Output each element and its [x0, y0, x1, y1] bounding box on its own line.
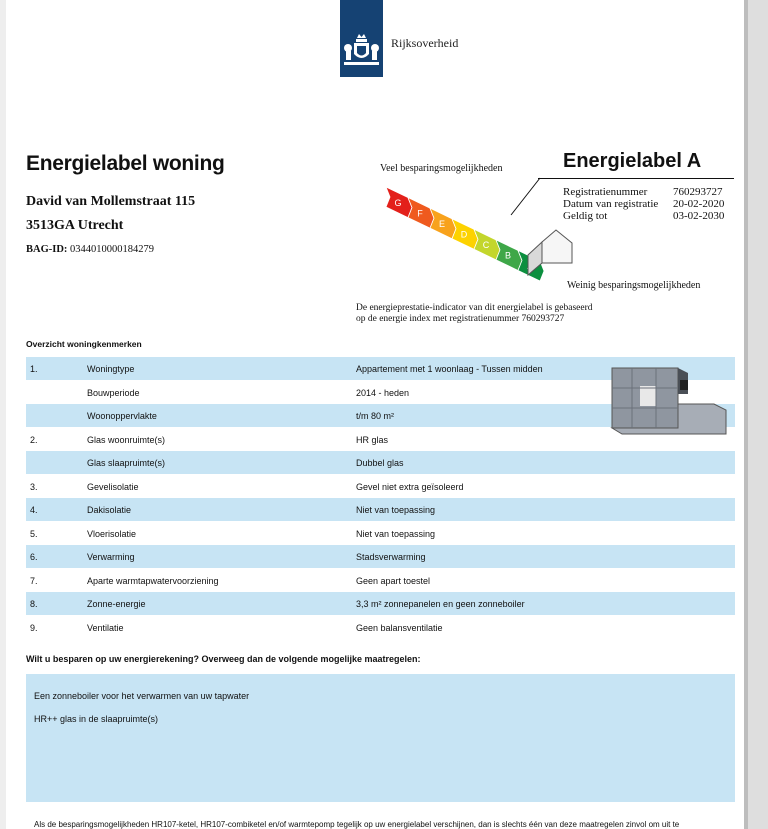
row-value: HR glas — [356, 434, 389, 445]
valid-until-label: Geldig tot — [563, 210, 608, 222]
indicator-note — [356, 303, 656, 325]
viewer-left-margin — [0, 0, 6, 829]
row-number: 7. — [30, 575, 38, 586]
row-label: Bouwperiode — [87, 387, 140, 398]
footer-note: Als de besparingsmogelijkheden HR107-ketel, HR107-combiketel en/of warmtepomp tegelijk op uw energielabel verschijnen, dan is slechts één van deze maatregelen zinvol om uit te — [34, 820, 680, 829]
reg-date-label: Datum van registratie — [563, 198, 659, 210]
table-row — [26, 498, 735, 521]
measure-item: Een zonneboiler voor het verwarmen van uw tapwater — [34, 691, 250, 701]
scale-top-note: Veel besparingsmogelijkheden — [380, 163, 503, 174]
scale-letter: E — [438, 218, 446, 229]
section-title: Overzicht woningkenmerken — [26, 339, 142, 349]
row-number: 2. — [30, 434, 38, 445]
table-row — [26, 522, 735, 545]
reg-number-label: Registratienummer — [563, 186, 648, 198]
row-label: Zonne-energie — [87, 599, 146, 609]
indicator-line-2: op de energie index met registratienummer 760293727 — [356, 314, 565, 324]
row-label: Woningtype — [87, 364, 135, 374]
house-illustration — [610, 366, 730, 438]
row-number: 9. — [30, 622, 38, 633]
measure-item: HR++ glas in de slaapruimte(s) — [34, 714, 159, 724]
row-value: Stadsverwarming — [356, 552, 426, 562]
viewer-right-margin — [748, 0, 768, 829]
row-value: Gevel niet extra geïsoleerd — [356, 481, 464, 492]
row-value: Geen apart toestel — [356, 575, 431, 586]
valid-until-value: 03-02-2030 — [673, 210, 725, 222]
row-label: Aparte warmtapwatervoorziening — [87, 575, 219, 586]
row-value: Niet van toepassing — [356, 528, 436, 539]
bag-id-label: BAG-ID: — [26, 244, 68, 255]
row-label: Woonoppervlakte — [87, 411, 157, 421]
reg-date-value: 20-02-2020 — [673, 198, 725, 210]
reg-number-value: 760293727 — [673, 186, 723, 198]
row-label: Glas slaapruimte(s) — [87, 458, 166, 468]
scale-letter: G — [394, 197, 402, 208]
row-number: 4. — [30, 505, 38, 515]
energy-label-scale — [378, 175, 588, 285]
row-value: 2014 - heden — [356, 387, 410, 398]
page-title: Energielabel woning — [26, 152, 225, 175]
energy-label-title: Energielabel A — [563, 150, 702, 172]
row-value: t/m 80 m² — [356, 411, 395, 421]
row-value: Dubbel glas — [356, 458, 404, 468]
scale-letter: F — [417, 208, 423, 219]
measures-box — [26, 674, 735, 802]
row-label: Vloerisolatie — [87, 528, 137, 539]
row-number: 1. — [30, 364, 38, 374]
row-label: Dakisolatie — [87, 505, 132, 515]
rijksoverheid-logo — [340, 0, 383, 77]
row-value: 3,3 m² zonnepanelen en geen zonneboiler — [356, 599, 525, 609]
table-row — [26, 475, 735, 498]
label-divider — [538, 178, 734, 179]
row-number: 8. — [30, 599, 38, 609]
row-number: 6. — [30, 552, 38, 562]
table-row — [26, 592, 735, 615]
scale-letter: B — [504, 250, 512, 261]
row-value: Geen balansventilatie — [356, 622, 443, 633]
row-label: Verwarming — [87, 552, 135, 562]
address-city: 3513GA Utrecht — [26, 218, 124, 233]
table-row — [26, 545, 735, 568]
row-value: Niet van toepassing — [356, 505, 436, 515]
scale-letter: C — [482, 240, 490, 251]
scale-bottom-note: Weinig besparingsmogelijkheden — [567, 280, 701, 291]
table-row — [26, 616, 735, 639]
coat-of-arms-icon — [343, 32, 380, 72]
measures-question: Wilt u besparen op uw energierekening? Overweeg dan de volgende mogelijke maatregelen: — [26, 654, 421, 664]
table-row — [26, 569, 735, 592]
row-number: 5. — [30, 528, 38, 539]
row-value: Appartement met 1 woonlaag - Tussen midden — [356, 364, 543, 374]
indicator-line-1: De energieprestatie-indicator van dit energielabel is gebaseerd — [356, 303, 593, 313]
scale-letter: D — [460, 229, 468, 240]
row-number: 3. — [30, 481, 38, 492]
row-label: Ventilatie — [87, 622, 124, 633]
bag-id — [26, 244, 154, 255]
bag-id-value: 0344010000184279 — [70, 244, 155, 255]
table-row — [26, 451, 735, 474]
brand-name: Rijksoverheid — [391, 36, 459, 50]
address-street: David van Mollemstraat 115 — [26, 194, 196, 209]
row-label: Glas woonruimte(s) — [87, 434, 166, 445]
row-label: Gevelisolatie — [87, 481, 139, 492]
